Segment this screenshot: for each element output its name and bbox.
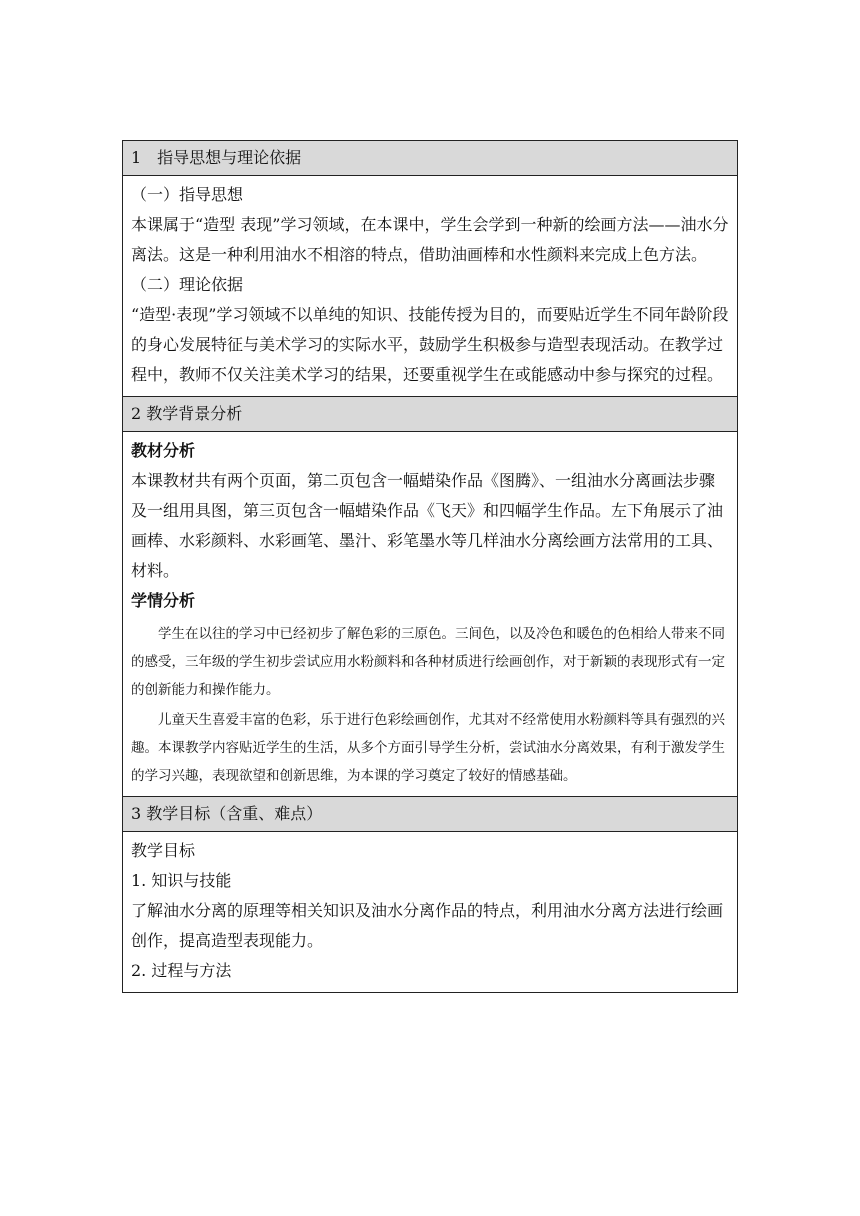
paragraph-guiding-thought: 本课属于“造型 表现”学习领域，在本课中，学生会学到一种新的绘画方法——油水分离法。这是一种利用油水不相溶的特点，借助油画棒和水性颜料来完成上色方法。 [131, 215, 729, 264]
subheading-teaching-goals: 教学目标 [131, 841, 196, 860]
subheading-guiding-thought: （一）指导思想 [131, 185, 244, 204]
subheading-theory-basis: （二）理论依据 [131, 275, 244, 294]
item-process-methods: 2. 过程与方法 [131, 961, 232, 980]
section-3-body [123, 832, 737, 992]
section-2-body [123, 432, 737, 797]
section-1-header: 1 指导思想与理论依据 [123, 141, 737, 176]
item-knowledge-skills: 1. 知识与技能 [131, 871, 232, 890]
paragraph-knowledge-skills: 了解油水分离的原理等相关知识及油水分离作品的特点，利用油水分离方法进行绘画创作，提高造型表现能力。 [131, 901, 724, 950]
subheading-student-analysis: 学情分析 [131, 591, 196, 610]
section-3-header: 3 教学目标（含重、难点） [123, 797, 737, 832]
lesson-plan-table [122, 140, 738, 993]
paragraph-textbook-analysis: 本课教材共有两个页面，第二页包含一幅蜡染作品《图腾》、一组油水分离画法步骤及一组用具图，第三页包含一幅蜡染作品《飞天》和四幅学生作品。左下角展示了油画棒、水彩颜料、水彩画笔、墨汁、彩笔墨水等几样油水分离绘画方法常用的工具、材料。 [131, 471, 724, 580]
subheading-textbook-analysis: 教材分析 [131, 441, 196, 460]
section-2-header: 2 教学背景分析 [123, 397, 737, 432]
section-1-body [123, 176, 737, 397]
paragraph-student-analysis-2: 儿童天生喜爱丰富的色彩，乐于进行色彩绘画创作，尤其对不经常使用水粉颜料等具有强烈的兴趣。本课教学内容贴近学生的生活，从多个方面引导学生分析，尝试油水分离效果，有利于激发学生的学习兴趣，表现欲望和创新思维，为本课的学习奠定了较好的情感基础。 [131, 712, 725, 784]
paragraph-theory-basis: “造型·表现”学习领域不以单纯的知识、技能传授为目的，而要贴近学生不同年龄阶段的身心发展特征与美术学习的实际水平，鼓励学生积极参与造型表现活动。在教学过程中，教师不仅关注美术学习的结果，还要重视学生在或能感动中参与探究的过程。 [131, 305, 729, 384]
paragraph-student-analysis-1: 学生在以往的学习中已经初步了解色彩的三原色。三间色，以及冷色和暖色的色相给人带来不同的感受，三年级的学生初步尝试应用水粉颜料和各种材质进行绘画创作，对于新颖的表现形式有一定的创新能力和操作能力。 [131, 626, 725, 698]
